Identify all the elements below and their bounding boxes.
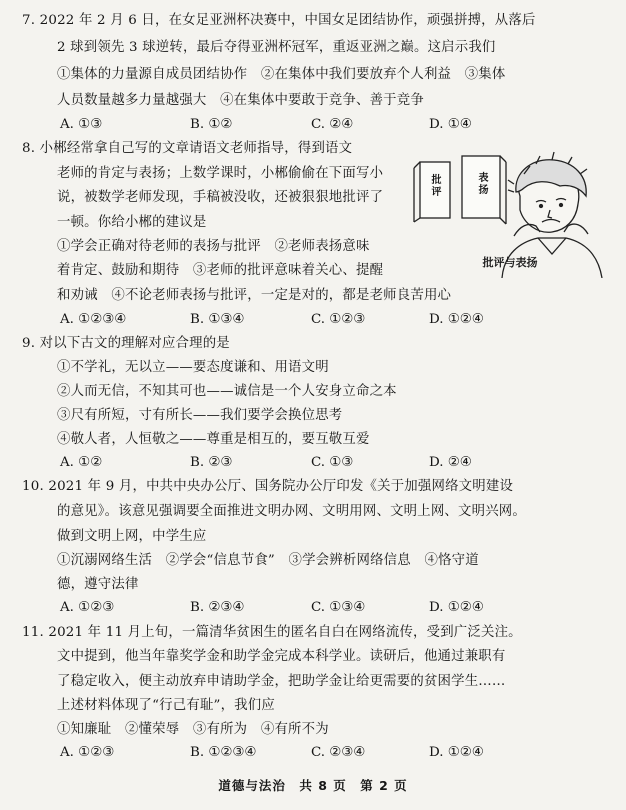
- option-d[interactable]: D. ①②④: [429, 312, 484, 327]
- question-9-line-4: ③尺有所短，寸有所长——我们要学会换位思考: [57, 408, 343, 423]
- question-11-line-3: 了稳定收入，便主动放弃申请助学金，把助学金让给更需要的贫困学生……: [57, 674, 506, 689]
- question-8-line-2: 老师的肯定与表扬；上数学课时，小郴偷偷在下面写小: [57, 166, 384, 181]
- question-11-line-5: ①知廉耻 ②懂荣辱 ③有所为 ④有所不为: [57, 722, 329, 737]
- question-8-line-5: ①学会正确对待老师的表扬与批评 ②老师表扬意味: [57, 239, 370, 254]
- question-10-line-4: ①沉溺网络生活 ②学会“信息节食” ③学会辨析网络信息 ④恪守道: [57, 553, 479, 568]
- option-d[interactable]: D. ①④: [429, 117, 472, 132]
- question-11-line-4: 上述材料体现了“行己有耻”，我们应: [57, 698, 275, 713]
- question-8-line-7: 和劝诫 ④不论老师表扬与批评，一定是对的，都是老师良苦用心: [57, 288, 452, 303]
- sign-praise: 表扬: [476, 172, 487, 196]
- sign-criticism: 批评: [429, 174, 440, 198]
- option-a[interactable]: A. ①③: [60, 117, 103, 132]
- option-a[interactable]: A. ①②③④: [60, 312, 127, 327]
- option-b[interactable]: B. ①③④: [190, 312, 245, 327]
- question-9-line-1: 9. 对以下古文的理解对应合理的是: [22, 336, 230, 351]
- option-a[interactable]: A. ①②③: [60, 745, 115, 760]
- question-9-line-2: ①不学礼，无以立——要态度谦和、用语文明: [57, 360, 329, 375]
- option-a[interactable]: A. ①②③: [60, 600, 115, 615]
- question-8-line-4: 一顿。你给小郴的建议是: [57, 215, 207, 230]
- option-c[interactable]: C. ②④: [311, 117, 354, 132]
- question-11-line-2: 文中提到，他当年靠奖学金和助学金完成本科学业。读研后，他通过兼职有: [57, 649, 506, 664]
- option-a[interactable]: A. ①②: [60, 455, 103, 470]
- question-9-line-3: ②人而无信，不知其可也——诚信是一个人安身立命之本: [57, 384, 397, 399]
- page-footer: 道德与法治 共 8 页 第 2 页: [218, 778, 408, 793]
- option-c[interactable]: C. ①③④: [311, 600, 366, 615]
- question-7-line-3: ①集体的力量源自成员团结协作 ②在集体中我们要放弃个人利益 ③集体: [57, 67, 506, 82]
- option-d[interactable]: D. ①②④: [429, 745, 484, 760]
- option-d[interactable]: D. ②④: [429, 455, 472, 470]
- question-8-line-6: 着肯定、鼓励和期待 ③老师的批评意味着关心、提醒: [57, 263, 384, 278]
- option-b[interactable]: B. ①②: [190, 117, 233, 132]
- question-8-line-3: 说，被数学老师发现，手稿被没收，还被狠狠地批评了: [57, 190, 384, 205]
- question-10-line-5: 德，遵守法律: [57, 577, 139, 592]
- option-b[interactable]: B. ②③④: [190, 600, 245, 615]
- question-10-line-2: 的意见》。该意见强调要全面推进文明办网、文明用网、文明上网、文明兴网。: [57, 504, 526, 519]
- option-c[interactable]: C. ①③: [311, 455, 354, 470]
- question-10-line-3: 做到文明上网，中学生应: [57, 529, 207, 544]
- question-10-line-1: 10. 2021 年 9 月，中共中央办公厅、国务院办公厅印发《关于加强网络文明建设: [22, 479, 514, 494]
- option-b[interactable]: B. ①②③④: [190, 745, 257, 760]
- option-b[interactable]: B. ②③: [190, 455, 233, 470]
- question-7-line-1: 7. 2022 年 2 月 6 日，在女足亚洲杯决赛中，中国女足团结协作，顽强拼搏，从落后: [22, 13, 536, 28]
- option-c[interactable]: C. ②③④: [311, 745, 366, 760]
- option-d[interactable]: D. ①②④: [429, 600, 484, 615]
- question-7-line-2: 2 球到领先 3 球逆转，最后夺得亚洲杯冠军，重返亚洲之巅。这启示我们: [57, 40, 496, 55]
- figure-caption: 批评与表扬: [482, 256, 538, 269]
- question-11-line-1: 11. 2021 年 11 月上旬，一篇清华贫困生的匿名自白在网络流传，受到广泛关注。: [22, 625, 522, 640]
- option-c[interactable]: C. ①②③: [311, 312, 366, 327]
- question-8-line-1: 8. 小郴经常拿自己写的文章请语文老师指导，得到语文: [22, 141, 353, 156]
- question-9-line-5: ④敬人者，人恒敬之——尊重是相互的，要互敬互爱: [57, 432, 370, 447]
- question-7-line-4: 人员数量越多力量越强大 ④在集体中要敢于竞争、善于竞争: [57, 93, 424, 108]
